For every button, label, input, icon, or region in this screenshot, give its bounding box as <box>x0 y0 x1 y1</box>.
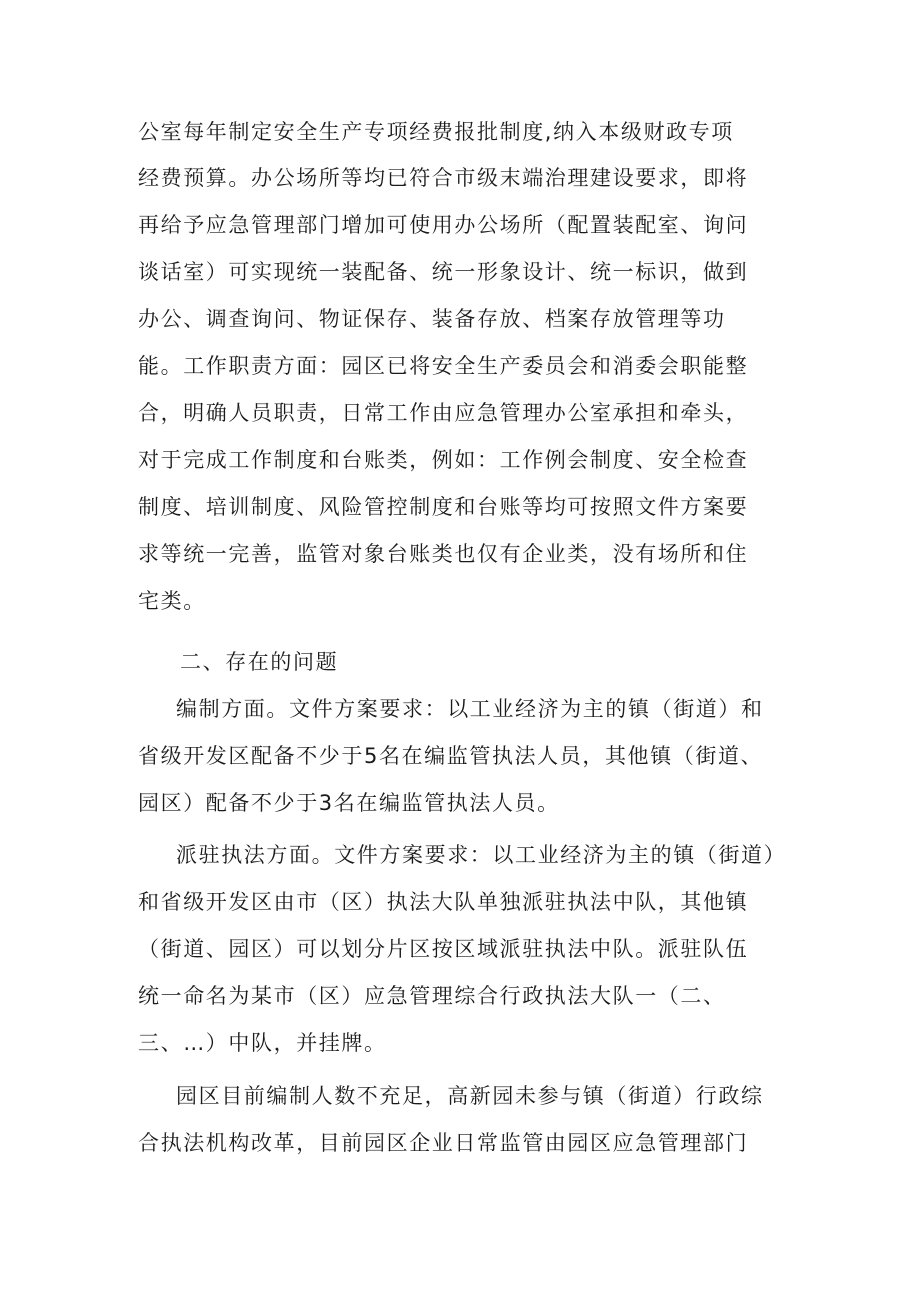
section-heading: 二、存在的问题 <box>180 650 339 674</box>
body-text-line: 园区目前编制人数不充足，高新园未参与镇（街道）行政综 <box>176 1084 764 1108</box>
body-text-line: 园区）配备不少于3名在编监管执法人员。 <box>138 791 560 815</box>
body-text-line: 合执法机构改革，目前园区企业日常监管由园区应急管理部门 <box>138 1131 749 1155</box>
body-text-line: （街道、园区）可以划分片区按区域派驻执法中队。派驻队伍 <box>138 937 749 961</box>
body-text-line: 能。工作职责方面：园区已将安全生产委员会和消委会职能整 <box>138 354 749 378</box>
body-text-line: 办公、调查询问、物证保存、装备存放、档案存放管理等功 <box>138 307 726 331</box>
body-text-line: 求等统一完善，监管对象台账类也仅有企业类，没有场所和住 <box>138 542 749 566</box>
body-text-line: 省级开发区配备不少于5名在编监管执法人员，其他镇（街道、 <box>138 744 764 768</box>
body-text-line: 经费预算。办公场所等均已符合市级末端治理建设要求，即将 <box>138 166 749 190</box>
body-text-line: 三、…）中队，并挂牌。 <box>138 1031 387 1055</box>
body-text-line: 再给予应急管理部门增加可使用办公场所（配置装配室、询问 <box>138 213 749 237</box>
body-text-line: 宅类。 <box>138 589 206 613</box>
body-text-line: 统一命名为某市（区）应急管理综合行政执法大队一（二、 <box>138 984 726 1008</box>
body-text-line: 派驻执法方面。文件方案要求：以工业经济为主的镇（街道） <box>176 843 787 867</box>
body-text-line: 和省级开发区由市（区）执法大队单独派驻执法中队，其他镇 <box>138 890 749 914</box>
body-text-line: 编制方面。文件方案要求：以工业经济为主的镇（街道）和 <box>176 697 764 721</box>
body-text-line: 对于完成工作制度和台账类，例如：工作例会制度、安全检查 <box>138 448 749 472</box>
body-text-line: 合，明确人员职责，日常工作由应急管理办公室承担和牵头， <box>138 401 749 425</box>
body-text-line: 公室每年制定安全生产专项经费报批制度,纳入本级财政专项 <box>138 120 734 144</box>
body-text-line: 制度、培训制度、风险管控制度和台账等均可按照文件方案要 <box>138 495 749 519</box>
body-text-line: 谈话室）可实现统一装配备、统一形象设计、统一标识，做到 <box>138 260 749 284</box>
